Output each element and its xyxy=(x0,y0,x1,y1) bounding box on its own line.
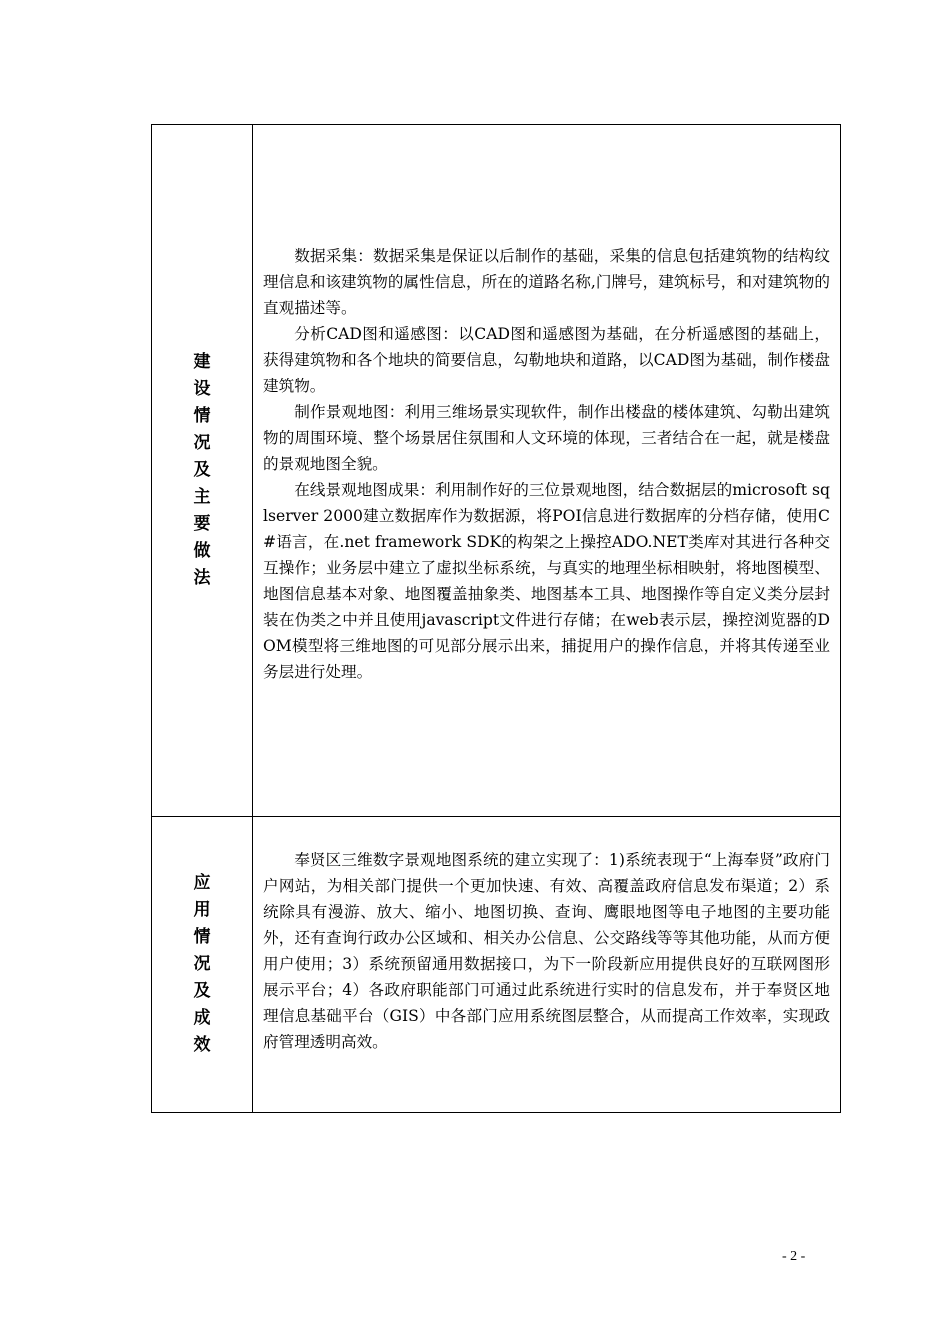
row-label-application: 应用情况及成效 xyxy=(193,873,211,1055)
row-content-cell xyxy=(253,125,841,817)
row-label-cell xyxy=(152,817,253,1113)
table-row-construction xyxy=(152,125,841,817)
paragraph-landscape-map: 制作景观地图：利用三维场景实现软件，制作出楼盘的楼体建筑、勾勒出建筑物的周围环境、整个场景居住氛围和人文环境的体现，三者结合在一起，就是楼盘的景观地图全貌。 xyxy=(263,403,830,473)
page-number: - 2 - xyxy=(782,1249,806,1264)
table-row-application xyxy=(152,817,841,1113)
paragraph-application-results: 奉贤区三维数字景观地图系统的建立实现了：1)系统表现于“上海奉贤”政府门户网站，为相关部门提供一个更加快速、有效、高覆盖政府信息发布渠道；2）系统除具有漫游、放大、缩小、地图切换、查询、鹰眼地图等电子地图的主要功能外，还有查询行政办公区域和、相关办公信息、公交路线等等其他功能，从而方便用户使用；3）系统预留通用数据接口，为下一阶段新应用提供良好的互联网图形展示平台；4）各政府职能部门可通过此系统进行实时的信息发布，并于奉贤区地理信息基础平台（GIS）中各部门应用系统图层整合，从而提高工作效率，实现政府管理透明高效。 xyxy=(263,851,830,1051)
row-label-construction: 建设情况及主要做法 xyxy=(193,352,211,588)
paragraph-cad-analysis: 分析CAD图和遥感图：以CAD图和遥感图为基础，在分析遥感图的基础上，获得建筑物和各个地块的简要信息，勾勒地块和道路，以CAD图为基础，制作楼盘建筑物。 xyxy=(263,325,830,395)
row-content-cell xyxy=(253,817,841,1113)
row-label-cell xyxy=(152,125,253,817)
document-table xyxy=(151,124,841,1113)
paragraph-online-results: 在线景观地图成果：利用制作好的三位景观地图，结合数据层的microsoft sqlserver 2000建立数据库作为数据源，将POI信息进行数据库的分档存储，使用C#语言，在.net framework SDK的构架之上操控ADO.NET类库对其进行各种交互操作；业务层中建立了虚拟坐标系统，与真实的地理坐标相映射，将地图模型、地图信息基本对象、地图覆盖抽象类、地图基本工具、地图操作等自定义类分层封装在伪类之中并且使用javascript文件进行存储；在web表示层，操控浏览器的DOM模型将三维地图的可见部分展示出来，捕捉用户的操作信息，并将其传递至业务层进行处理。 xyxy=(263,481,830,681)
paragraph-data-collection: 数据采集：数据采集是保证以后制作的基础，采集的信息包括建筑物的结构纹理信息和该建筑物的属性信息，所在的道路名称,门牌号，建筑标号，和对建筑物的直观描述等。 xyxy=(263,247,830,317)
